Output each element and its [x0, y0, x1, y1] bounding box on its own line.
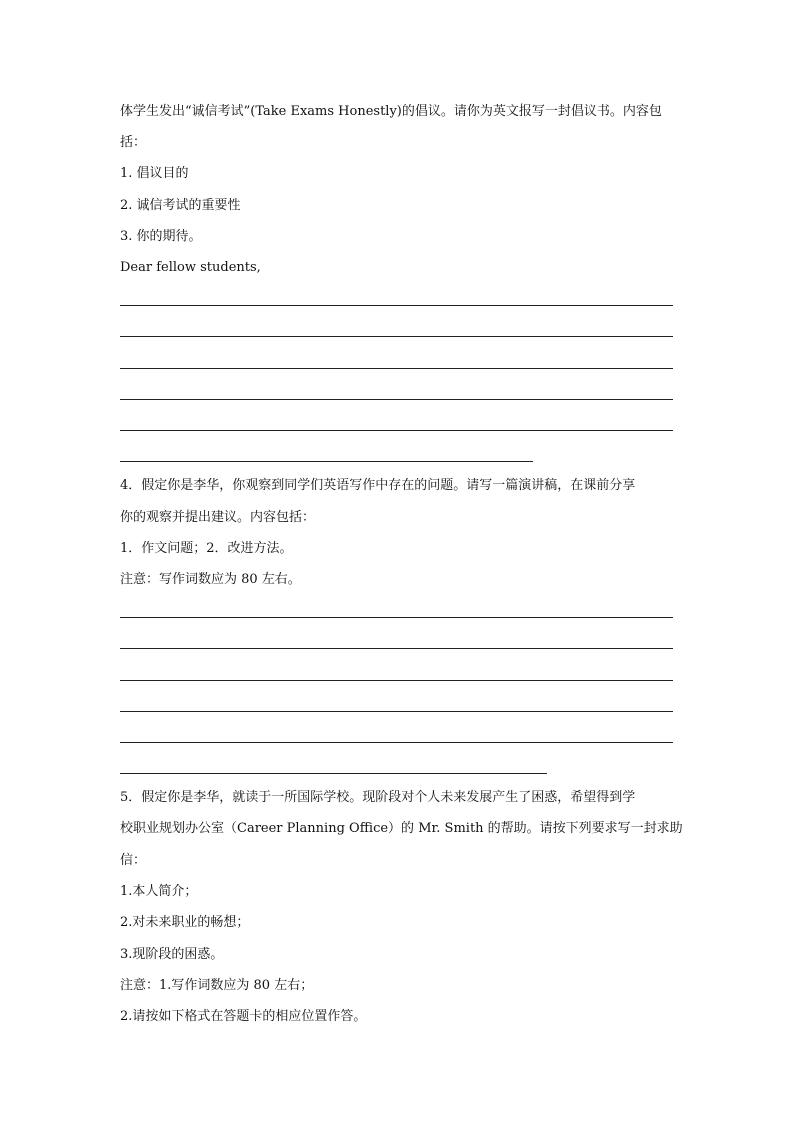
q5-point-3: 3.现阶段的困惑。: [120, 947, 224, 962]
q5-note-1: 注意：1.写作词数应为 80 左右；: [120, 978, 314, 993]
q4-note: 注意：写作词数应为 80 左右。: [120, 572, 301, 587]
q3-answer-line-5: [120, 430, 673, 431]
q3-intro-line-2: 括：: [120, 135, 147, 150]
q3-point-2: 2. 诚信考试的重要性: [120, 198, 241, 213]
q5-point-2: 2.对未来职业的畅想；: [120, 915, 250, 930]
q3-answer-line-2: [120, 336, 673, 337]
q3-answer-line-3: [120, 368, 673, 369]
q5-point-1: 1.本人简介；: [120, 884, 198, 899]
q3-answer-line-4: [120, 399, 673, 400]
q3-answer-line-1: [120, 305, 673, 306]
q5-prompt-line-2: 校职业规划办公室（Career Planning Office）的 Mr. Smith 的帮助。请按下列要求写一封求助: [120, 821, 683, 836]
q5-prompt-line-1: 5．假定你是李华，就读于一所国际学校。现阶段对个人未来发展产生了困惑，希望得到学: [120, 790, 636, 805]
q4-answer-line-3: [120, 680, 673, 681]
q4-answer-line-2: [120, 648, 673, 649]
q4-answer-line-6: [120, 773, 547, 774]
q3-point-1: 1. 倡议目的: [120, 166, 189, 181]
q4-answer-line-1: [120, 617, 673, 618]
q3-answer-line-6: [120, 461, 533, 462]
q5-prompt-line-3: 信：: [120, 853, 147, 868]
q3-point-3: 3. 你的期待。: [120, 229, 202, 244]
q5-note-2: 2.请按如下格式在答题卡的相应位置作答。: [120, 1009, 367, 1024]
q4-prompt-line-1: 4．假定你是李华，你观察到同学们英语写作中存在的问题。请写一篇演讲稿，在课前分享: [120, 478, 636, 493]
q4-answer-line-5: [120, 742, 673, 743]
q4-prompt-line-3: 1．作文问题；2．改进方法。: [120, 541, 293, 556]
q4-answer-line-4: [120, 711, 673, 712]
q4-prompt-line-2: 你的观察并提出建议。内容包括：: [120, 510, 316, 525]
q3-salutation: Dear fellow students,: [120, 260, 261, 275]
q3-intro-line-1: 体学生发出“诚信考试”(Take Exams Honestly)的倡议。请你为英文报写一封倡议书。内容包: [120, 104, 662, 119]
